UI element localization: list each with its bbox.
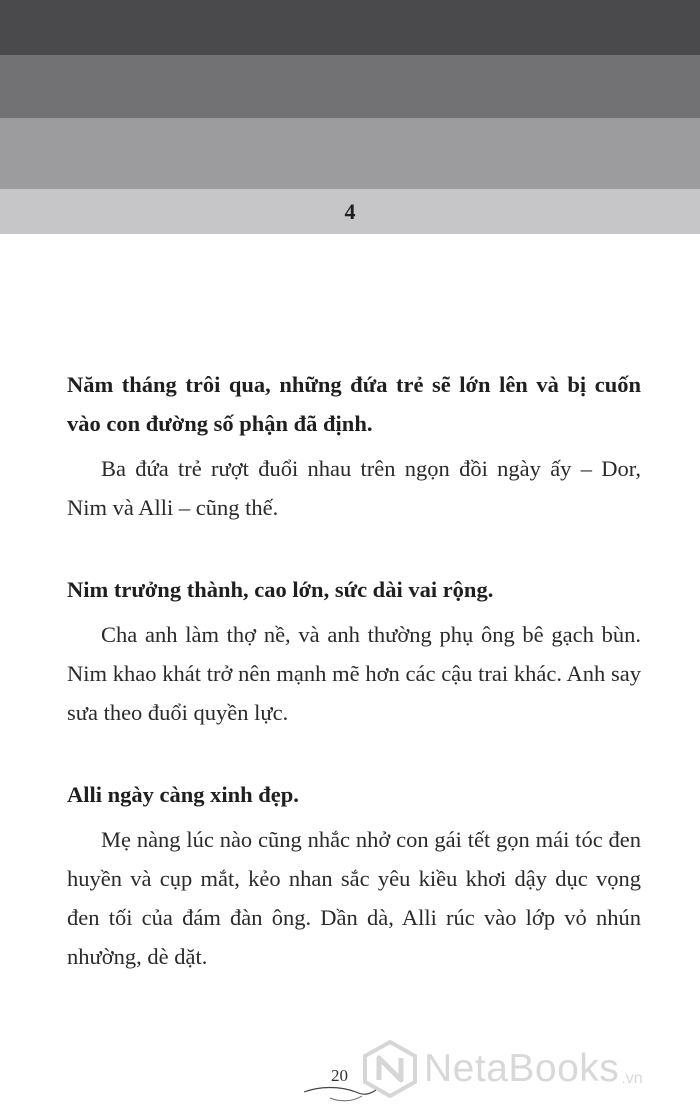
header-band-medium: [0, 55, 700, 118]
chapter-content: [67, 365, 641, 976]
section-2-body: Cha anh làm thợ nề, và anh thường phụ ông bê gạch bùn. Nim khao khát trở nên mạnh mẽ hơn các cậu trai khác. Anh say sưa theo đuổi quyền lực.: [67, 622, 641, 725]
watermark-brand: NetaBooks: [424, 1047, 620, 1090]
header-band-light: [0, 118, 700, 189]
section-2-lead: Nim trưởng thành, cao lớn, sức dài vai rộng.: [67, 577, 494, 602]
page-number: 20: [331, 1066, 348, 1085]
chapter-number: 4: [344, 198, 356, 224]
watermark: [362, 1040, 643, 1098]
section-1-body: Ba đứa trẻ rượt đuổi nhau trên ngọn đồi ngày ấy – Dor, Nim và Alli – cũng thế.: [67, 456, 641, 520]
section-3-body: Mẹ nàng lúc nào cũng nhắc nhở con gái tết gọn mái tóc đen huyền và cụp mắt, kẻo nhan sắc yêu kiều khơi dậy dục vọng đen tối của đám đàn ông. Dần dà, Alli rúc vào lớp vỏ nhún nhường, dè dặt.: [67, 827, 641, 969]
chapter-header-band: [0, 189, 700, 234]
netabooks-logo-icon: [362, 1040, 418, 1098]
section-3-lead: Alli ngày càng xinh đẹp.: [67, 782, 299, 807]
header-band-dark: [0, 0, 700, 55]
section-1-lead: Năm tháng trôi qua, những đứa trẻ sẽ lớn lên và bị cuốn vào con đường số phận đã định.: [67, 372, 641, 436]
watermark-suffix: .vn: [621, 1070, 643, 1087]
